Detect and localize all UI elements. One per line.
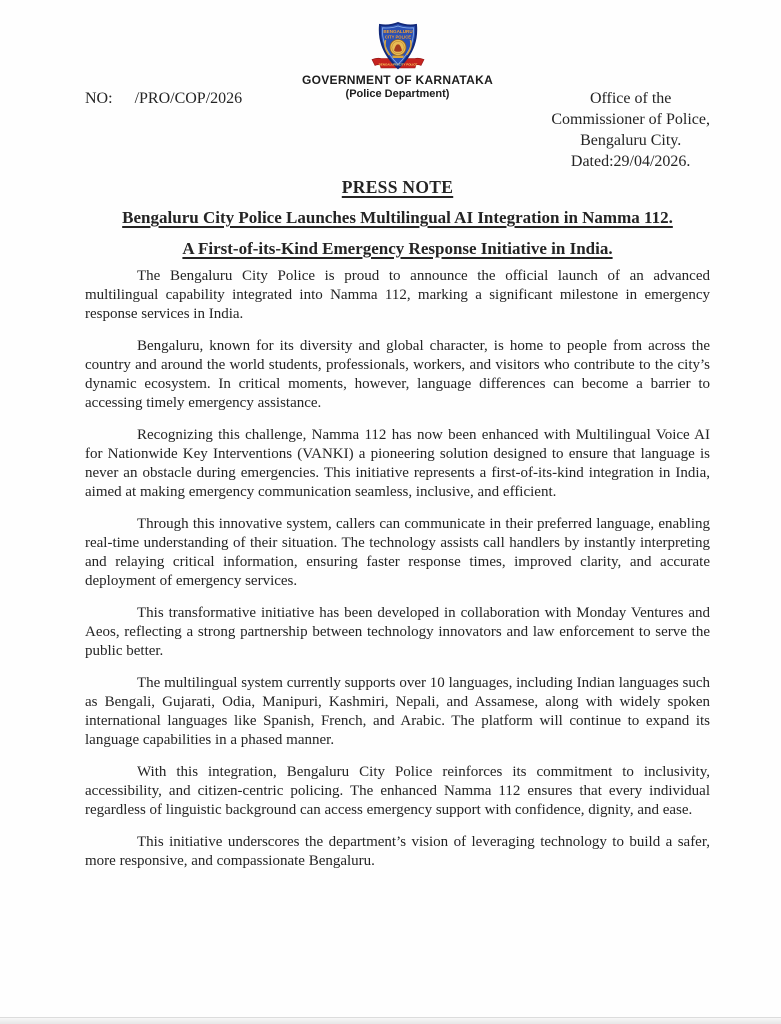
office-line-2: Commissioner of Police,: [551, 111, 710, 128]
paragraph-4: Through this innovative system, callers can communicate in their preferred language, enabling real-time understanding of their situation. The technology assists call handlers by instantly interpreting and relaying critical information, ensuring faster response times, improved clarity, and accurate deployment of emergency services.: [85, 516, 710, 589]
press-note-body: [85, 267, 710, 871]
paragraph-3: Recognizing this challenge, Namma 112 has now been enhanced with Multilingual Voice AI for Nationwide Key Interventions (VANKI) a pioneering solution designed to ensure that language is never an obstacle during emergencies. This initiative represents a first-of-its-kind integration in India, aimed at making emergency communication seamless, inclusive, and efficient.: [85, 427, 710, 500]
paragraph-5: This transformative initiative has been developed in collaboration with Monday Ventures and Aeos, reflecting a strong partnership between technology innovators and law enforcement to serve the public better.: [85, 605, 710, 659]
department-line: (Police Department): [345, 88, 450, 100]
headline-primary: Bengaluru City Police Launches Multilingual AI Integration in Namma 112.: [122, 208, 673, 227]
paragraph-1: The Bengaluru City Police is proud to announce the official launch of an advanced multilingual capability integrated into Namma 112, marking a significant milestone in emergency response services in India.: [85, 268, 710, 322]
meta-row: [85, 88, 710, 172]
emblem-scroll: [392, 56, 404, 58]
logo-arc-text-2: CITY POLICE: [384, 34, 411, 40]
page-bottom-edge: [0, 1017, 781, 1024]
paragraph-6: The multilingual system currently supports over 10 languages, including Indian languages such as Bengali, Gujarati, Odia, Manipuri, Kashmiri, Nepali, and Assamese, along with widely spoken international languages like Spanish, French, and Arabic. The platform will continue to expand its language capabilities in a phased manner.: [85, 675, 710, 748]
paragraph-8: This initiative underscores the department’s vision of leveraging technology to build a safer, more responsive, and compassionate Bengaluru.: [85, 834, 710, 869]
bengaluru-city-police-emblem-icon: [369, 22, 427, 72]
logo-arc-text-1: BENGALURU: [382, 29, 413, 34]
office-address: [551, 88, 710, 172]
press-note-title: PRESS NOTE: [341, 177, 454, 197]
ribbon-text: BENGALURU CITY POLICE: [378, 62, 417, 67]
paragraph-2: Bengaluru, known for its diversity and global character, is home to people from across the country and around the world students, professionals, workers, and visitors who contribute to the city’s dynamic ecosystem. In critical moments, however, language differences can become a barrier to accessing timely emergency assistance.: [85, 338, 710, 411]
office-line-3: Bengaluru City.: [580, 132, 682, 149]
reference-label: NO:: [85, 90, 113, 107]
government-line: GOVERNMENT OF KARNATAKA: [301, 73, 494, 87]
headline-secondary: A First-of-its-Kind Emergency Response Initiative in India.: [182, 239, 613, 258]
reference-value: /PRO/COP/2026: [134, 90, 243, 107]
paragraph-7: With this integration, Bengaluru City Police reinforces its commitment to inclusivity, accessibility, and citizen-centric policing. The enhanced Namma 112 ensures that every individual regardless of linguistic background can access emergency support with confidence, dignity, and ease.: [85, 764, 710, 818]
reference-number: [85, 88, 242, 108]
dated-line: Dated:29/04/2026.: [570, 153, 691, 170]
office-line-1: Office of the: [589, 90, 672, 107]
